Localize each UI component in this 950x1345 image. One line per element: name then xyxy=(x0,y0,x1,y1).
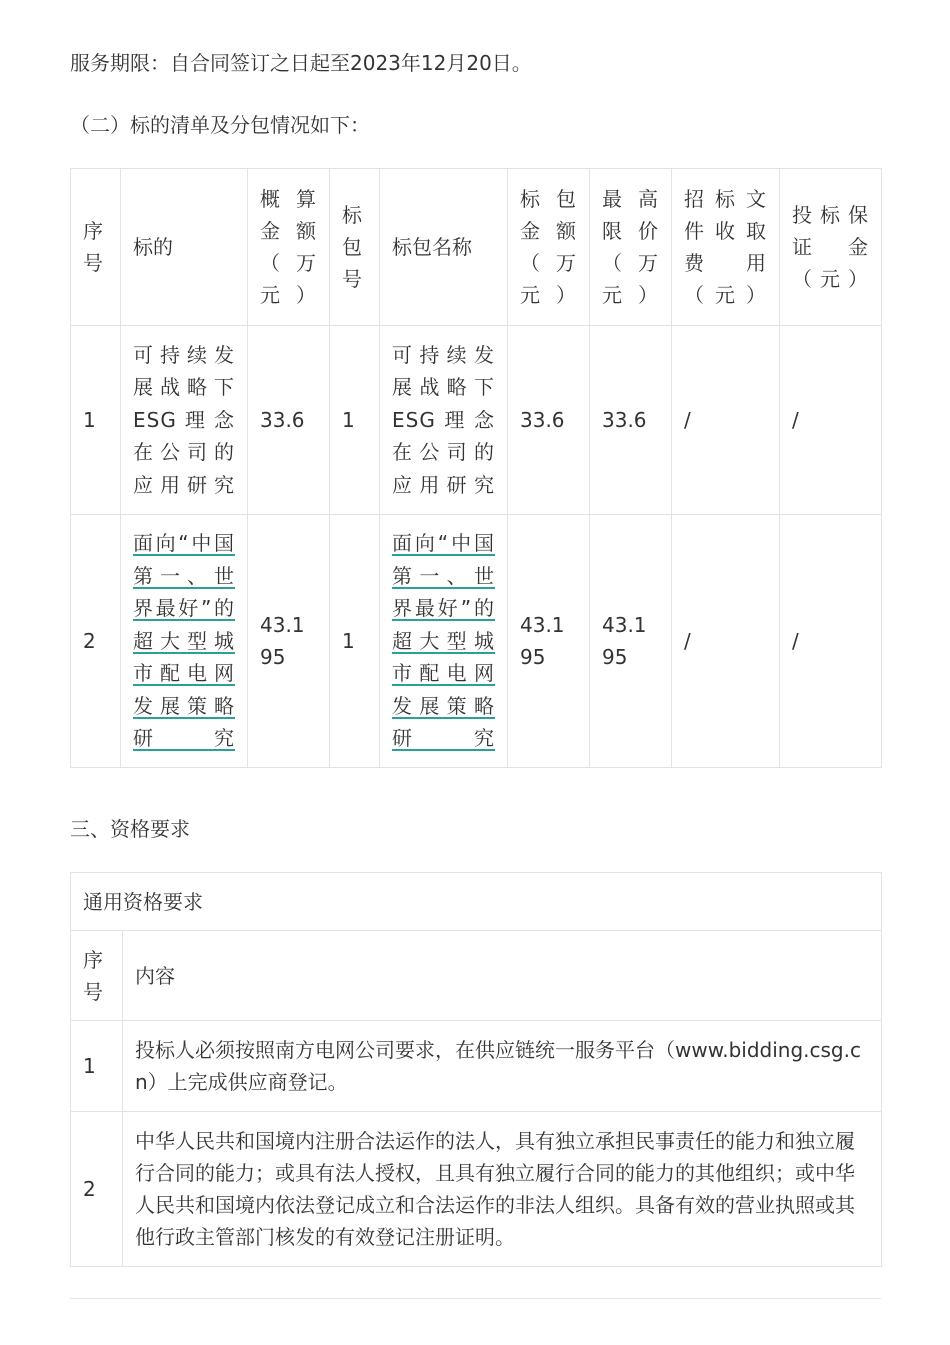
row-subject-link[interactable]: 面向“中国第一、世界最好”的超大型城市配电网发展策略研究 xyxy=(133,531,235,751)
header-seq: 序号 xyxy=(71,931,123,1021)
header-subject: 标的 xyxy=(121,169,248,326)
row-subject-cell xyxy=(121,515,248,768)
header-lot-no: 标包号 xyxy=(330,169,380,326)
row-max-price: 43.195 xyxy=(590,515,672,768)
header-seq: 序号 xyxy=(71,169,121,326)
header-content: 内容 xyxy=(123,931,882,1021)
header-bid-bond: 投标保证金（元） xyxy=(780,169,882,326)
row-lot-amount: 43.195 xyxy=(508,515,590,768)
row-seq: 2 xyxy=(71,1112,123,1267)
table-row xyxy=(71,515,882,768)
service-period-text: 服务期限：自合同签订之日起至2023年12月20日。 xyxy=(70,51,532,75)
row-budget: 33.6 xyxy=(248,326,330,515)
qualification-table xyxy=(70,872,882,1267)
row-seq: 1 xyxy=(71,1021,123,1112)
row-lot-name: 可持续发展战略下ESG理念在公司的应用研究 xyxy=(380,326,508,515)
row-lot-amount: 33.6 xyxy=(508,326,590,515)
lot-table xyxy=(70,168,882,768)
row-doc-fee: / xyxy=(672,326,780,515)
row-seq: 1 xyxy=(71,326,121,515)
row-max-price: 33.6 xyxy=(590,326,672,515)
divider xyxy=(70,1298,881,1299)
header-lot-amount: 标包金额（万元） xyxy=(508,169,590,326)
row-doc-fee: / xyxy=(672,515,780,768)
section-three-heading: 三、资格要求 xyxy=(70,817,190,841)
row-budget: 43.195 xyxy=(248,515,330,768)
row-lot-no: 1 xyxy=(330,326,380,515)
header-doc-fee: 招标文件收取费用（元） xyxy=(672,169,780,326)
qualification-title: 通用资格要求 xyxy=(71,873,882,931)
row-content: 投标人必须按照南方电网公司要求，在供应链统一服务平台（www.bidding.csg.cn）上完成供应商登记。 xyxy=(123,1021,882,1112)
header-max-price: 最高限价（万元） xyxy=(590,169,672,326)
row-lot-name-cell xyxy=(380,515,508,768)
row-bid-bond: / xyxy=(780,326,882,515)
header-lot-name: 标包名称 xyxy=(380,169,508,326)
qualification-header-row xyxy=(71,931,882,1021)
table-row xyxy=(71,1021,882,1112)
section-two-heading: （二）标的清单及分包情况如下： xyxy=(70,113,370,137)
row-seq: 2 xyxy=(71,515,121,768)
row-lot-name-link[interactable]: 面向“中国第一、世界最好”的超大型城市配电网发展策略研究 xyxy=(392,531,495,751)
row-lot-no: 1 xyxy=(330,515,380,768)
qualification-title-row xyxy=(71,873,882,931)
row-subject: 可持续发展战略下ESG理念在公司的应用研究 xyxy=(121,326,248,515)
header-budget: 概算金额（万元） xyxy=(248,169,330,326)
lot-table-header-row xyxy=(71,169,882,326)
row-bid-bond: / xyxy=(780,515,882,768)
row-content: 中华人民共和国境内注册合法运作的法人，具有独立承担民事责任的能力和独立履行合同的能力；或具有法人授权，且具有独立履行合同的能力的其他组织；或中华人民共和国境内依法登记成立和合法运作的非法人组织。具备有效的营业执照或其他行政主管部门核发的有效登记注册证明。 xyxy=(123,1112,882,1267)
table-row xyxy=(71,326,882,515)
table-row xyxy=(71,1112,882,1267)
